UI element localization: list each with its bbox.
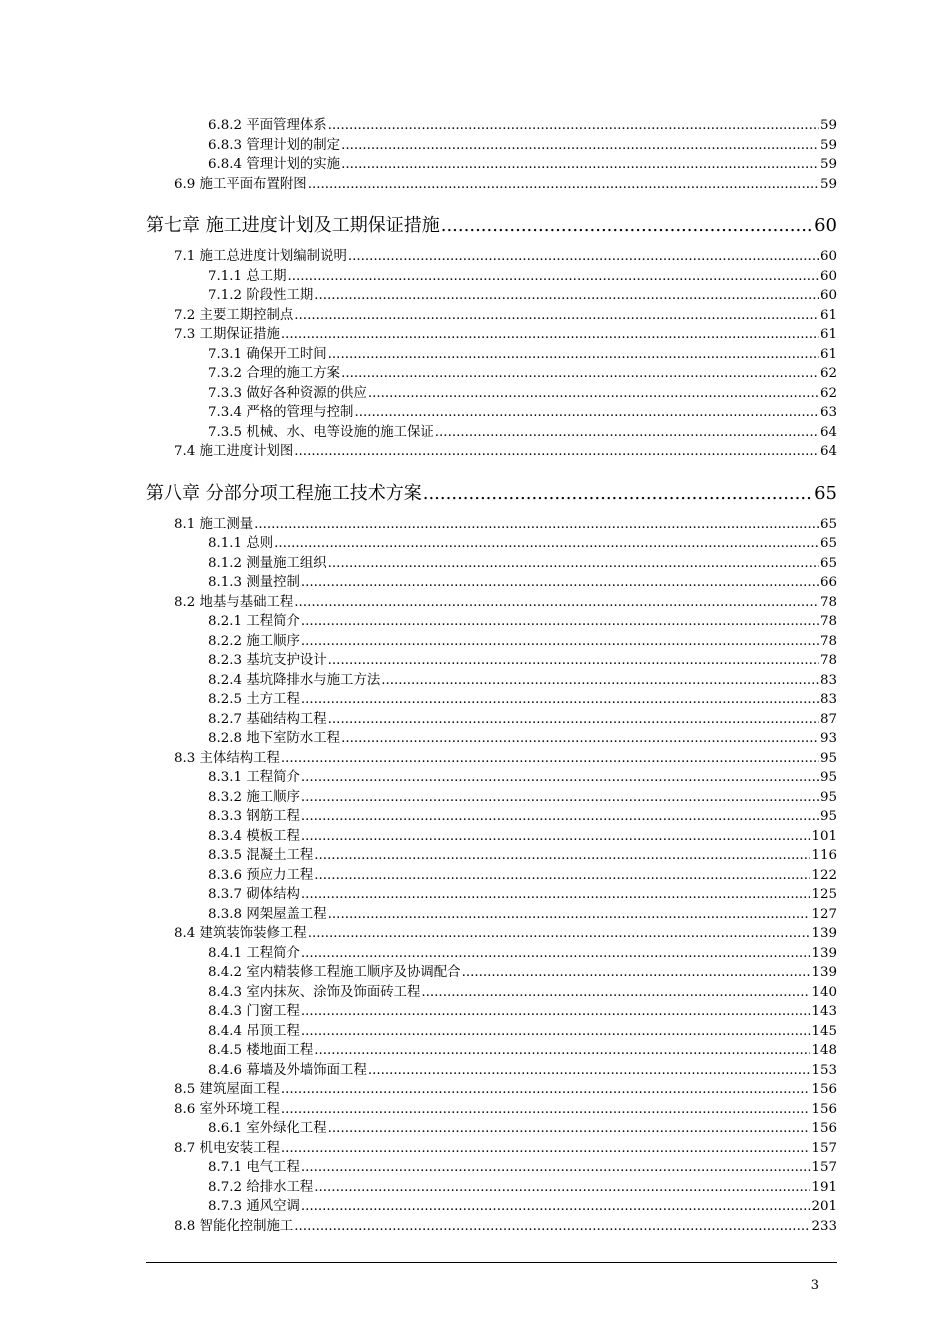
dot-leader <box>441 209 813 243</box>
toc-entry-page: 62 <box>819 385 837 401</box>
toc-entry-title: 8.4.3 室内抹灰、涂饰及饰面砖工程 <box>208 984 421 1000</box>
toc-entry[interactable] <box>146 729 837 749</box>
dot-leader <box>328 710 819 730</box>
dot-leader <box>308 924 811 944</box>
dot-leader <box>354 403 819 423</box>
footer-rule <box>146 1262 837 1263</box>
toc-entry-title: 8.6 室外环境工程 <box>174 1101 280 1117</box>
toc-entry-page: 65 <box>819 516 837 532</box>
toc-entry-page: 157 <box>811 1160 837 1175</box>
toc-entry[interactable] <box>146 710 837 730</box>
toc-entry-page: 93 <box>819 731 837 746</box>
toc-entry[interactable] <box>146 1217 837 1237</box>
dot-leader <box>301 944 811 964</box>
toc-entry-title: 8.3.8 网架屋盖工程 <box>208 906 327 922</box>
toc-entry-title: 6.8.4 管理计划的实施 <box>208 157 341 172</box>
dot-leader <box>294 1217 810 1237</box>
dot-leader <box>328 554 819 574</box>
toc-entry[interactable] <box>146 827 837 847</box>
toc-entry-title: 8.3.5 混凝土工程 <box>208 848 314 863</box>
dot-leader <box>314 1178 810 1198</box>
toc-entry-page: 59 <box>819 176 837 192</box>
toc-entry-title: 7.3.5 机械、水、电等设施的施工保证 <box>208 424 434 440</box>
toc-entry-title: 8.2.5 土方工程 <box>208 692 300 707</box>
toc-entry-title: 8.1.1 总则 <box>208 536 274 551</box>
toc-entry-page: 125 <box>811 887 837 902</box>
toc-entry-page: 60 <box>819 268 837 284</box>
toc-entry[interactable] <box>146 1041 837 1061</box>
toc-entry[interactable] <box>146 1100 837 1120</box>
toc-entry-title: 8.6.1 室外绿化工程 <box>208 1121 327 1136</box>
toc-entry-page: 83 <box>819 672 837 688</box>
toc-entry[interactable] <box>146 423 837 443</box>
toc-entry-page: 61 <box>819 307 837 323</box>
toc-entry-page: 156 <box>811 1101 837 1117</box>
dot-leader <box>294 442 819 462</box>
dot-leader <box>328 345 819 365</box>
dot-leader <box>301 768 819 788</box>
toc-entry-title: 7.2 主要工期控制点 <box>174 307 294 323</box>
toc-entry-title: 8.4.6 幕墙及外墙饰面工程 <box>208 1062 367 1078</box>
dot-leader <box>435 423 819 443</box>
toc-entry-title: 8.4.2 室内精装修工程施工顺序及协调配合 <box>208 965 461 980</box>
toc-entry[interactable] <box>146 116 837 136</box>
toc-entry-page: 191 <box>811 1179 837 1195</box>
toc-entry-page: 145 <box>811 1023 837 1039</box>
dot-leader <box>301 788 819 808</box>
toc-entry-page: 127 <box>811 906 837 922</box>
toc-entry[interactable] <box>146 944 837 964</box>
toc-entry-page: 61 <box>819 346 837 362</box>
dot-leader <box>368 1061 811 1081</box>
toc-entry-title: 6.8.3 管理计划的制定 <box>208 137 341 153</box>
toc-entry[interactable] <box>146 515 837 535</box>
dot-leader <box>281 749 819 769</box>
dot-leader <box>314 286 819 306</box>
toc-entry[interactable] <box>146 632 837 652</box>
toc-entry-title: 8.4.1 工程简介 <box>208 945 300 961</box>
toc-entry-title: 7.3.3 做好各种资源的供应 <box>208 385 367 401</box>
toc-entry-title: 8.2.1 工程简介 <box>208 614 300 629</box>
toc-entry[interactable] <box>146 1119 837 1139</box>
toc-chapter-entry[interactable] <box>146 477 837 511</box>
toc-entry-title: 7.1.2 阶段性工期 <box>208 288 314 303</box>
toc-entry-page: 122 <box>811 867 837 883</box>
toc-entry-title: 8.4.4 吊顶工程 <box>208 1023 300 1039</box>
toc-entry-page: 156 <box>811 1121 837 1136</box>
toc-entry-page: 59 <box>819 137 837 153</box>
toc-entry-page: 116 <box>811 848 837 863</box>
toc-entry[interactable] <box>146 247 837 267</box>
toc-entry-title: 8.1.2 测量施工组织 <box>208 555 327 571</box>
toc-entry[interactable] <box>146 963 837 983</box>
toc-entry-page: 65 <box>819 536 837 551</box>
toc-entry[interactable] <box>146 612 837 632</box>
toc-entry-title: 7.3.4 严格的管理与控制 <box>208 405 354 420</box>
toc-entry[interactable] <box>146 175 837 195</box>
toc-entry-page: 95 <box>819 809 837 824</box>
dot-leader <box>301 1197 811 1217</box>
toc-entry[interactable] <box>146 534 837 554</box>
dot-leader <box>301 807 819 827</box>
toc-entry-page: 139 <box>811 965 837 980</box>
toc-entry-title: 8.7 机电安装工程 <box>174 1140 280 1156</box>
dot-leader <box>328 1119 811 1139</box>
toc-entry-title: 8.3 主体结构工程 <box>174 750 280 766</box>
dot-leader <box>281 1100 811 1120</box>
toc-entry-page: 64 <box>819 444 837 459</box>
toc-entry-title: 8.3.3 钢筋工程 <box>208 809 300 824</box>
toc-entry-page: 63 <box>819 405 837 420</box>
dot-leader <box>328 116 819 136</box>
toc-entry-title: 8.8 智能化控制施工 <box>174 1218 294 1234</box>
toc-entry-title: 8.4 建筑装饰装修工程 <box>174 926 307 941</box>
dot-leader <box>341 729 819 749</box>
dot-leader <box>294 306 819 326</box>
toc-entry-page: 233 <box>811 1218 837 1234</box>
dot-leader <box>281 325 819 345</box>
toc-entry-title: 8.2 地基与基础工程 <box>174 594 294 610</box>
toc-entry-page: 156 <box>811 1082 837 1097</box>
toc-entry[interactable] <box>146 384 837 404</box>
dot-leader <box>301 690 819 710</box>
toc-entry-page: 95 <box>819 789 837 805</box>
toc-entry[interactable] <box>146 924 837 944</box>
toc-entry-page: 83 <box>819 692 837 707</box>
toc-entry-title: 8.3.4 模板工程 <box>208 828 300 844</box>
toc-entry-page: 61 <box>819 327 837 342</box>
toc-entry-title: 第七章 施工进度计划及工期保证措施 <box>146 215 440 236</box>
toc-entry-title: 8.1.3 测量控制 <box>208 575 300 590</box>
toc-entry[interactable] <box>146 651 837 671</box>
toc-entry[interactable] <box>146 749 837 769</box>
toc-entry[interactable] <box>146 573 837 593</box>
dot-leader <box>281 1080 811 1100</box>
toc-entry[interactable] <box>146 1178 837 1198</box>
toc-entry[interactable] <box>146 306 837 326</box>
toc-entry-page: 139 <box>811 926 837 941</box>
toc-entry-title: 8.3.1 工程简介 <box>208 770 300 785</box>
toc-entry-page: 59 <box>819 118 837 133</box>
toc-entry[interactable] <box>146 364 837 384</box>
toc-entry[interactable] <box>146 846 837 866</box>
dot-leader <box>301 1022 811 1042</box>
dot-leader <box>301 1158 811 1178</box>
table-of-contents <box>146 116 837 1236</box>
dot-leader <box>301 612 819 632</box>
toc-entry-page: 65 <box>819 555 837 571</box>
toc-entry-page: 65 <box>814 482 837 504</box>
toc-entry-title: 8.2.7 基础结构工程 <box>208 711 327 727</box>
toc-entry[interactable] <box>146 442 837 462</box>
toc-entry[interactable] <box>146 554 837 574</box>
toc-entry[interactable] <box>146 690 837 710</box>
toc-entry-page: 60 <box>819 249 837 264</box>
toc-entry[interactable] <box>146 325 837 345</box>
dot-leader <box>301 827 811 847</box>
toc-entry-page: 87 <box>819 711 837 727</box>
toc-entry-title: 7.4 施工进度计划图 <box>174 444 294 459</box>
toc-entry-title: 8.7.1 电气工程 <box>208 1160 300 1175</box>
toc-entry-title: 8.2.4 基坑降排水与施工方法 <box>208 672 381 688</box>
toc-entry-title: 8.4.5 楼地面工程 <box>208 1043 314 1058</box>
toc-entry-page: 139 <box>811 945 837 961</box>
dot-leader <box>294 593 819 613</box>
toc-entry-page: 59 <box>819 157 837 172</box>
dot-leader <box>301 632 819 652</box>
toc-entry-title: 8.3.2 施工顺序 <box>208 789 300 805</box>
toc-entry[interactable] <box>146 1022 837 1042</box>
toc-entry-page: 201 <box>811 1199 837 1214</box>
dot-leader <box>341 364 819 384</box>
toc-entry-page: 78 <box>819 594 837 610</box>
toc-entry-title: 8.2.3 基坑支护设计 <box>208 653 327 668</box>
toc-entry-page: 62 <box>819 366 837 381</box>
dot-leader <box>341 155 819 175</box>
toc-entry-page: 78 <box>819 653 837 668</box>
toc-entry-page: 148 <box>811 1043 837 1058</box>
dot-leader <box>314 1041 810 1061</box>
toc-entry[interactable] <box>146 1158 837 1178</box>
chapter-spacer <box>146 194 837 209</box>
dot-leader <box>328 905 811 925</box>
toc-entry-title: 7.1.1 总工期 <box>208 268 287 284</box>
chapter-spacer <box>146 462 837 477</box>
toc-entry-title: 8.3.6 预应力工程 <box>208 867 314 883</box>
toc-entry-title: 7.3.1 确保开工时间 <box>208 346 327 362</box>
dot-leader <box>254 515 819 535</box>
toc-entry[interactable] <box>146 286 837 306</box>
dot-leader <box>314 866 810 886</box>
dot-leader <box>308 175 819 195</box>
toc-entry[interactable] <box>146 155 837 175</box>
toc-entry-page: 66 <box>819 575 837 590</box>
toc-entry[interactable] <box>146 866 837 886</box>
toc-entry[interactable] <box>146 671 837 691</box>
toc-entry-page: 78 <box>819 633 837 649</box>
toc-entry[interactable] <box>146 593 837 613</box>
toc-entry-page: 143 <box>811 1004 837 1019</box>
toc-entry-page: 157 <box>811 1140 837 1156</box>
dot-leader <box>288 267 819 287</box>
toc-entry-page: 60 <box>814 215 837 236</box>
toc-entry[interactable] <box>146 1197 837 1217</box>
toc-entry-title: 8.1 施工测量 <box>174 516 254 532</box>
toc-entry-page: 64 <box>819 424 837 440</box>
toc-entry-title: 6.9 施工平面布置附图 <box>174 176 307 192</box>
toc-entry[interactable] <box>146 885 837 905</box>
dot-leader <box>381 671 819 691</box>
toc-entry-title: 8.7.2 给排水工程 <box>208 1179 314 1195</box>
dot-leader <box>274 534 819 554</box>
toc-entry[interactable] <box>146 403 837 423</box>
toc-entry-title: 7.3.2 合理的施工方案 <box>208 366 341 381</box>
dot-leader <box>423 477 813 511</box>
page-number: 3 <box>810 1278 819 1293</box>
dot-leader <box>314 846 810 866</box>
dot-leader <box>301 885 811 905</box>
toc-entry-title: 8.2.8 地下室防水工程 <box>208 731 341 746</box>
dot-leader <box>421 983 810 1003</box>
dot-leader <box>462 963 811 983</box>
dot-leader <box>368 384 819 404</box>
toc-entry[interactable] <box>146 267 837 287</box>
toc-entry-title: 6.8.2 平面管理体系 <box>208 118 327 133</box>
toc-entry-title: 8.2.2 施工顺序 <box>208 633 300 649</box>
toc-entry[interactable] <box>146 1002 837 1022</box>
toc-entry-page: 140 <box>811 984 837 1000</box>
dot-leader <box>328 651 819 671</box>
toc-entry-page: 95 <box>819 770 837 785</box>
toc-entry-title: 7.1 施工总进度计划编制说明 <box>174 249 347 264</box>
toc-entry-page: 78 <box>819 614 837 629</box>
toc-entry-title: 7.3 工期保证措施 <box>174 327 280 342</box>
dot-leader <box>281 1139 811 1159</box>
toc-entry-page: 95 <box>819 750 837 766</box>
toc-entry-page: 153 <box>811 1062 837 1078</box>
dot-leader <box>301 1002 811 1022</box>
toc-entry-title: 8.3.7 砌体结构 <box>208 887 300 902</box>
toc-entry-title: 8.7.3 通风空调 <box>208 1199 300 1214</box>
toc-chapter-entry[interactable] <box>146 209 837 243</box>
toc-entry-title: 第八章 分部分项工程施工技术方案 <box>146 482 422 504</box>
dot-leader <box>348 247 819 267</box>
toc-entry-title: 8.4.3 门窗工程 <box>208 1004 300 1019</box>
toc-entry[interactable] <box>146 768 837 788</box>
toc-entry[interactable] <box>146 345 837 365</box>
toc-entry[interactable] <box>146 1061 837 1081</box>
toc-entry[interactable] <box>146 983 837 1003</box>
toc-entry-page: 101 <box>811 828 837 844</box>
toc-entry[interactable] <box>146 788 837 808</box>
toc-entry-title: 8.5 建筑屋面工程 <box>174 1082 280 1097</box>
toc-entry-page: 60 <box>819 288 837 303</box>
toc-entry[interactable] <box>146 1080 837 1100</box>
toc-entry[interactable] <box>146 1139 837 1159</box>
toc-entry[interactable] <box>146 136 837 156</box>
dot-leader <box>341 136 819 156</box>
toc-entry[interactable] <box>146 905 837 925</box>
dot-leader <box>301 573 819 593</box>
toc-entry[interactable] <box>146 807 837 827</box>
